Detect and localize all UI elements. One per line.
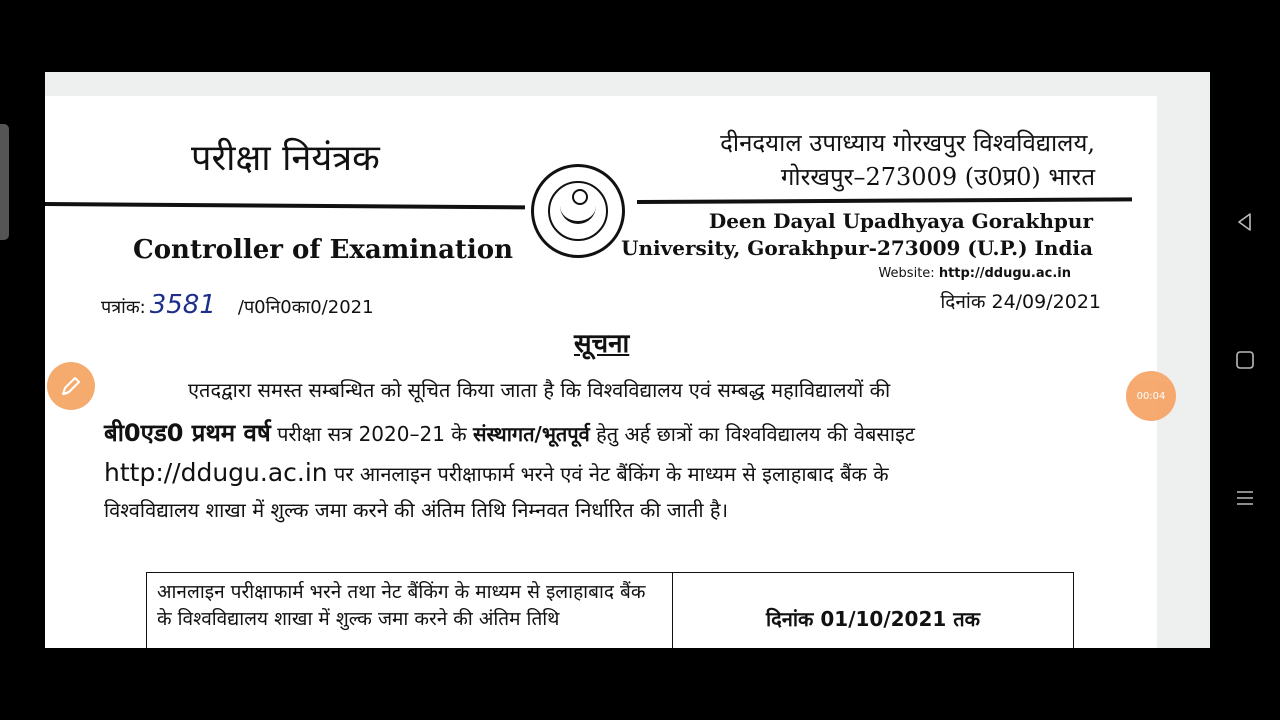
menu-lines-icon bbox=[1234, 487, 1256, 509]
website-url: http://ddugu.ac.in bbox=[938, 266, 1071, 281]
issue-date: दिनांक 24/09/2021 bbox=[940, 291, 1101, 313]
student-category: संस्थागत/भूतपूर्व bbox=[473, 422, 590, 446]
reference-line bbox=[101, 290, 374, 320]
nav-menu-button[interactable] bbox=[1228, 481, 1262, 515]
ref-label: पत्रांक: bbox=[101, 297, 146, 318]
website-line bbox=[878, 266, 1071, 281]
website-label: Website: bbox=[878, 266, 935, 281]
title-english: Controller of Examination bbox=[133, 235, 514, 265]
nav-back-button[interactable] bbox=[1228, 205, 1262, 239]
paragraph-line-1: एतदद्वारा समस्त सम्बन्धित को सूचित किया जाता है कि विश्वविद्यालय एवं सम्बद्ध महाविद्यालयों की bbox=[188, 378, 891, 402]
paragraph-url: http://ddugu.ac.in bbox=[104, 458, 328, 487]
table-row-description: आनलाइन परीक्षाफार्म भरने तथा नेट बैंकिंग के माध्यम से इलाहाबाद बैंक के विश्वविद्यालय शाखा में शुल्क जमा करने की अंतिम तिथि bbox=[147, 573, 673, 648]
recording-timer[interactable]: 00:04 bbox=[1126, 371, 1176, 421]
nav-home-button[interactable] bbox=[1228, 343, 1262, 377]
university-english-line2: University, Gorakhpur-273009 (U.P.) India bbox=[621, 236, 1093, 260]
side-panel-handle[interactable] bbox=[0, 124, 9, 240]
title-hindi: परीक्षा नियंत्रक bbox=[191, 138, 380, 179]
deadline-table bbox=[146, 572, 1074, 648]
document-page bbox=[45, 96, 1157, 648]
header-rule-right bbox=[637, 197, 1132, 204]
university-english-line1: Deen Dayal Upadhyaya Gorakhpur bbox=[708, 209, 1093, 233]
notice-heading: सूचना bbox=[574, 329, 630, 359]
table-row-date: दिनांक 01/10/2021 तक bbox=[673, 573, 1073, 648]
paragraph-line-4: विश्वविद्यालय शाखा में शुल्क जमा करने की अंतिम तिथि निम्नवत निर्धारित की जाती है। bbox=[104, 498, 729, 522]
back-triangle-icon bbox=[1234, 211, 1256, 233]
university-hindi-line1: दीनदयाल उपाध्याय गोरखपुर विश्वविद्यालय, bbox=[720, 129, 1095, 157]
header-rule-left bbox=[45, 202, 525, 209]
home-square-icon bbox=[1234, 349, 1256, 371]
university-seal-logo bbox=[531, 164, 625, 258]
pencil-icon bbox=[59, 374, 83, 398]
paragraph-line-2: बी0एड0 प्रथम वर्ष परीक्षा सत्र 2020–21 के संस्थागत/भूतपूर्व हेतु अर्ह छात्रों का विश्वविद्यालय की वेबसाइट bbox=[104, 419, 916, 447]
course-name: बी0एड0 प्रथम वर्ष bbox=[104, 419, 271, 447]
edit-button[interactable] bbox=[47, 362, 95, 410]
ref-number: 3581 bbox=[149, 290, 216, 320]
university-hindi-line2: गोरखपुर–273009 (उ0प्र0) भारत bbox=[780, 163, 1095, 191]
document-viewer[interactable] bbox=[45, 72, 1210, 648]
ref-suffix: /प0नि0का0/2021 bbox=[237, 297, 374, 318]
paragraph-line-3: http://ddugu.ac.in पर आनलाइन परीक्षाफार्म भरने एवं नेट बैंकिंग के माध्यम से इलाहाबाद बैंक के bbox=[104, 458, 889, 487]
